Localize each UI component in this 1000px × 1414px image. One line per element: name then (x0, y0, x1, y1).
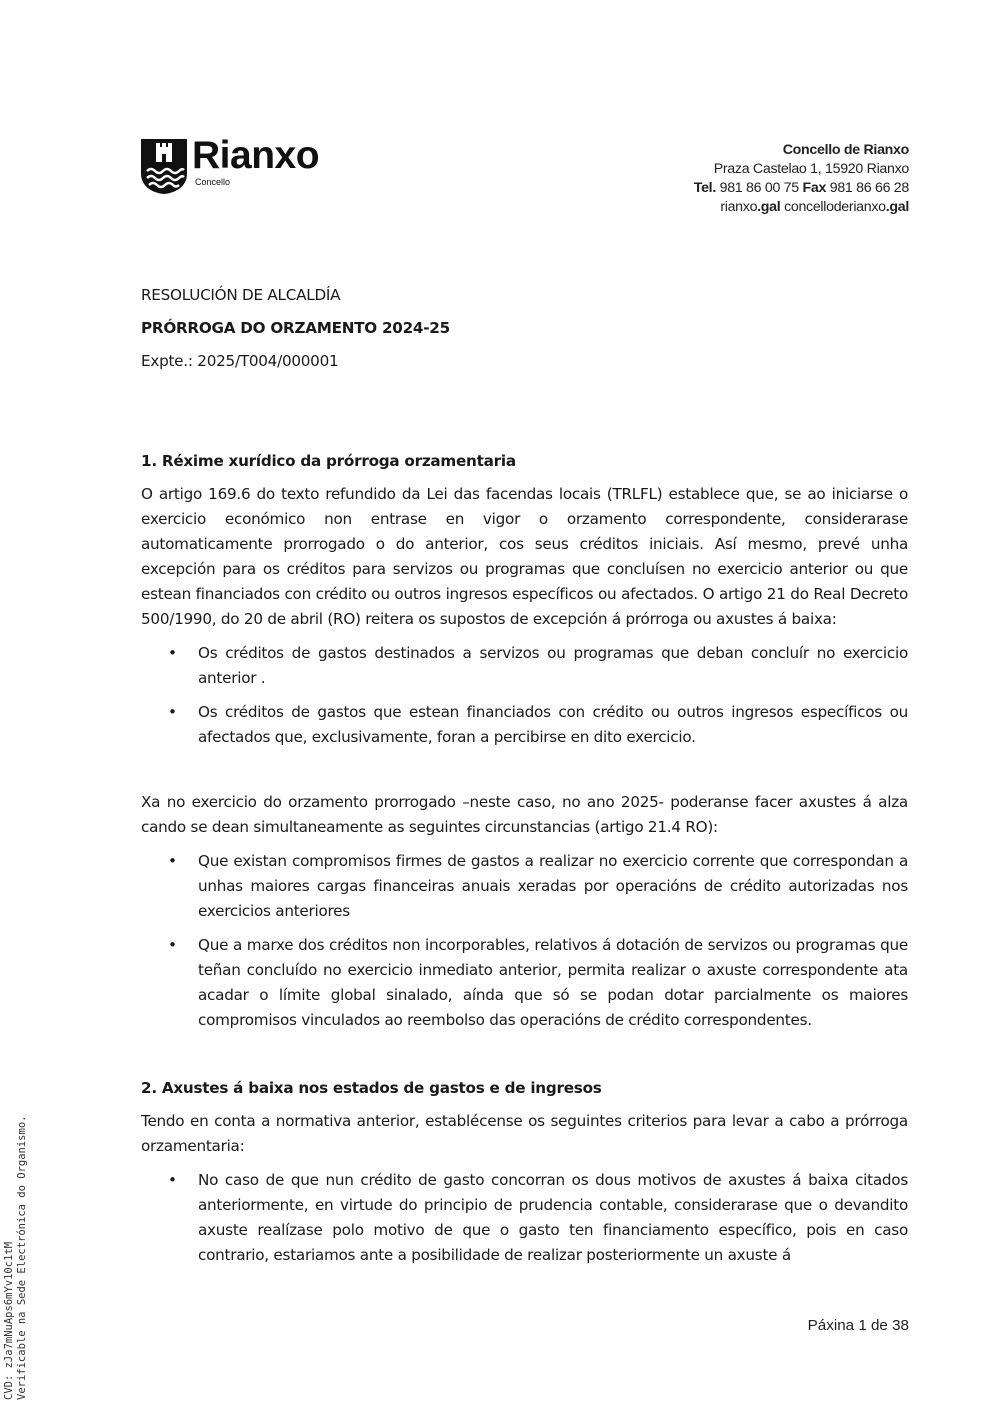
verification-code (3, 1116, 29, 1400)
tel-number: 981 86 00 75 (719, 180, 799, 196)
verification-note: Verificable na Sede Electrónica do Organismo. (16, 1115, 28, 1400)
section-1-list-2 (141, 849, 908, 1033)
concello-logo (140, 134, 350, 196)
logo-subtitle: Concello (195, 177, 231, 187)
page-number: Páxina 1 de 38 (807, 1317, 909, 1334)
website-2[interactable]: concelloderianxo.gal (784, 199, 909, 215)
fax-number: 981 86 66 28 (829, 180, 909, 196)
section-1-paragraph-1: O artigo 169.6 do texto refundido da Lei das facendas locais (TRLFL) establece que, se ao iniciarse o exercicio económico non entrase en vigor o orzamento correspondente, considerarase automaticamente prorrogado o do anterior, cos seus créditos iniciais. Así mesmo, prevé unha excepción para os créditos para servizos ou programas que concluísen no exercicio anterior ou que estean financiados con crédito ou outros ingresos específicos ou afectados. O artigo 21 do Real Decreto 500/1990, do 20 de abril (RO) reitera os supostos de excepción á prórroga ou axustes á baixa: (141, 485, 908, 628)
list-item: • No caso de que nun crédito de gasto concorran os dous motivos de axustes á baixa citados anteriormente, en virtude do principio de prudencia contable, considerarase que o devandito axuste realízase polo motivo de que o gasto ten financiamento específico, pois en caso contrario, estariamos ante a posibilidade de realizar posteriormente un axuste á (141, 1168, 908, 1268)
fax-label: Fax (802, 180, 827, 196)
cvd-code: CVD: zJa7mNuAps6mYv10c1tM (3, 1241, 15, 1400)
list-item: • Que existan compromisos firmes de gastos a realizar no exercicio corrente que correspondan a unhas maiores cargas financeiras anuais xeradas por operacións de crédito autorizadas nos exercicios anteriores (141, 849, 908, 924)
list-item: • Que a marxe dos créditos non incorporables, relativos á dotación de servizos ou programas que teñan concluído no exercicio inmediato anterior, permita realizar o axuste correspondente ata acadar o límite global sinalado, aínda que só se podan dotar parcialmente os maiores compromisos vinculados ao reembolso das operacións de crédito correspondentes. (141, 933, 908, 1033)
org-address: Praza Castelao 1, 15920 Rianxo (713, 161, 909, 177)
resolution-type: RESOLUCIÓN DE ALCALDÍA (141, 286, 341, 304)
section-1-paragraph-2: Xa no exercicio do orzamento prorrogado –neste caso, no ano 2025- poderanse facer axustes á alza cando se dean simultaneamente as seguintes circunstancias (artigo 21.4 RO): (141, 793, 908, 836)
org-websites (694, 198, 909, 217)
section-2-heading: 2. Axustes á baixa nos estados de gastos e de ingresos (141, 1079, 602, 1097)
logo-wordmark: Rianxo (192, 134, 320, 177)
section-2-list (141, 1168, 908, 1268)
website-1[interactable]: rianxo.gal (720, 199, 781, 215)
file-reference: Expte.: 2025/T004/000001 (141, 352, 339, 370)
rianxo-shield-icon (140, 138, 188, 195)
tel-label: Tel. (693, 180, 716, 196)
section-1-heading: 1. Réxime xurídico da prórroga orzamentaria (141, 452, 516, 470)
letterhead-contact (694, 141, 909, 217)
section-2-paragraph-1: Tendo en conta a normativa anterior, establécense os seguintes criterios para levar a cabo a prórroga orzamentaria: (141, 1112, 908, 1155)
document-title: PRÓRROGA DO ORZAMENTO 2024-25 (141, 319, 450, 337)
section-1 (141, 449, 908, 1033)
org-name: Concello de Rianxo (782, 142, 909, 158)
list-item: • Os créditos de gastos que estean financiados con crédito ou outros ingresos específicos ou afectados que, exclusivamente, foran a percibirse en dito exercicio. (141, 700, 908, 750)
section-1-list-1 (141, 641, 908, 750)
section-2 (141, 1076, 908, 1268)
document-body (141, 283, 908, 1277)
org-phones (694, 179, 909, 198)
list-item: • Os créditos de gastos destinados a servizos ou programas que deban concluír no exercicio anterior . (141, 641, 908, 691)
